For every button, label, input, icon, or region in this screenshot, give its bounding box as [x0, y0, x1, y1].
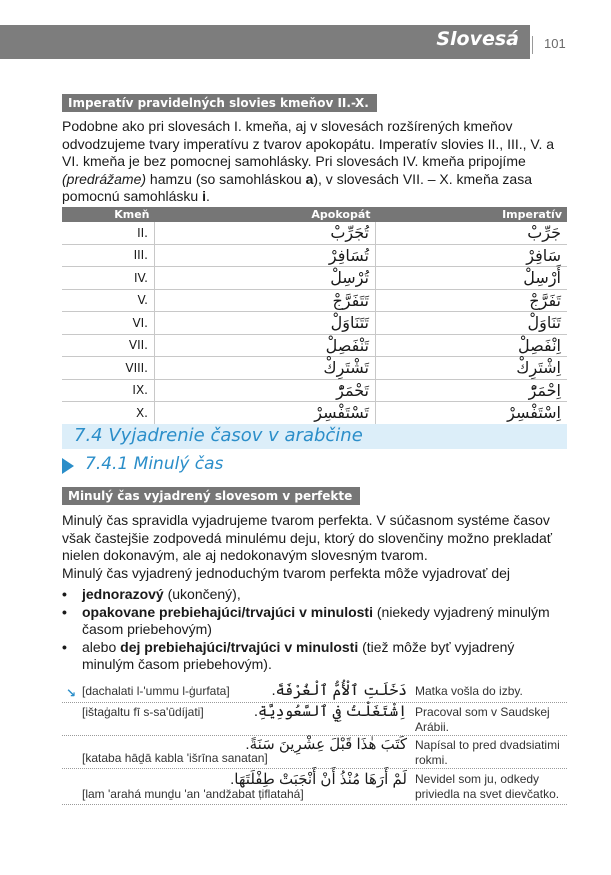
apocopate-cell: تُجَرِّبْ [155, 222, 376, 244]
stem-cell: VI. [62, 312, 155, 335]
list-item [62, 604, 567, 639]
table-row [62, 379, 567, 402]
apocopate-cell: تَشْتَرِكْ [155, 357, 376, 380]
stem-cell: X. [62, 402, 155, 425]
table-row [62, 244, 567, 267]
stem-cell: III. [62, 244, 155, 267]
table-row [62, 267, 567, 290]
paragraph-text: hamzu (so samohláskou [146, 170, 306, 187]
bullet-bold: opakovane prebiehajúci/trvajúci v minulosti [82, 603, 373, 620]
imperative-cell: اِسْتَفْسِرْ [376, 402, 568, 425]
column-header-stem: Kmeň [62, 207, 155, 222]
page-number: 101 [544, 36, 566, 51]
arabic-sentence: لَمْ أَرَهَا مُنْذُ أَنْ أَنْجَبَتْ طِفْلَتَهَا. [230, 771, 407, 788]
stem-cell: IX. [62, 379, 155, 402]
table-header-row [62, 207, 567, 222]
apocopate-cell: تُسَافِرْ [155, 244, 376, 267]
play-arrow-icon [62, 458, 74, 474]
transliteration: [ištaġaltu fī s-sa'ūdíjati] [82, 705, 204, 719]
example-row [62, 735, 567, 769]
table-row [62, 289, 567, 312]
bullet-text: (tiež môže byť vyjadrený minulým časom priebehovým). [82, 638, 515, 672]
bullet-text: (ukončený), [163, 586, 241, 602]
table-row [62, 334, 567, 357]
bullet-text: alebo [82, 638, 121, 655]
bullet-text: (niekedy vyjadrený minulým časom priebehovým) [82, 603, 550, 637]
imperative-cell: تَنَاوَلْ [376, 312, 568, 335]
stem-cell: VII. [62, 334, 155, 357]
example-row [62, 702, 567, 736]
imperative-cell: تَفَرَّجْ [376, 289, 568, 312]
paragraph-bold: i [202, 188, 206, 204]
paragraph-bold: a [305, 170, 314, 187]
paragraph-italic: (predrážame) [62, 170, 147, 187]
subsection-title: 7.4.1 Minulý čas [85, 454, 224, 474]
apocopate-cell: تَنْفَصِلْ [155, 334, 376, 357]
chapter-title: Slovesá [436, 28, 519, 50]
stem-cell: II. [62, 222, 155, 244]
table-row [62, 312, 567, 335]
imperative-cell: جَرِّبْ [376, 222, 568, 244]
arabic-sentence: اِشْتَغَلْتُ فِي ٱلسَّعُودِيَّةِ. [253, 703, 407, 720]
stem-cell: V. [62, 289, 155, 312]
slovak-translation: Napísal to pred dvadsiatimi rokmi. [415, 738, 560, 767]
arrow-down-right-icon: ↘ [66, 686, 77, 700]
apocopate-cell: تَتَنَاوَلْ [155, 312, 376, 335]
past-tense-intro: Minulý čas vyjadrený jednoduchým tvarom perfekta môže vyjadrovať dej [62, 565, 511, 581]
example-row [62, 680, 567, 703]
bullet-list [62, 586, 567, 674]
column-header-imperative: Imperatív [376, 207, 568, 222]
transliteration: [dachalati l-'ummu l-ġurfata] [82, 684, 230, 698]
imperative-cell: سَافِرْ [376, 244, 568, 267]
transliteration: [lam 'arahá munḏu 'an 'andžabat ṭiflatahá] [82, 787, 304, 801]
paragraph-text: . [205, 188, 210, 204]
arabic-sentence: دَخَلَتِ ٱلْأُمُّ ٱلْغُرْفَةَ. [271, 682, 407, 699]
imperative-cell: اِنْفَصِلْ [376, 334, 568, 357]
transliteration: [kataba hāḏā kabla 'išrīna sanatan] [82, 751, 268, 765]
apocopate-cell: تَحْمَرّْ [155, 379, 376, 402]
imperative-paragraph [62, 118, 572, 206]
column-header-apocopate: Apokopát [155, 207, 376, 222]
slovak-translation: Pracoval som v Saudskej Arábii. [415, 705, 550, 734]
slovak-translation: Nevidel som ju, odkedy priviedla na svet dievčatko. [415, 772, 560, 801]
bullet-bold: jednorazový [82, 586, 164, 602]
header-divider [532, 36, 533, 54]
imperative-cell: اِشْتَرِكْ [376, 357, 568, 380]
section-title: 7.4 Vyjadrenie časov v arabčine [74, 425, 363, 446]
example-row [62, 768, 567, 805]
stem-cell: IV. [62, 267, 155, 290]
list-item [62, 639, 567, 674]
stem-cell: VIII. [62, 357, 155, 380]
bullet-bold: dej prebiehajúci/trvajúci v minulosti [120, 638, 359, 655]
apocopate-cell: تَسْتَفْسِرْ [155, 402, 376, 425]
apocopate-cell: تَتَفَرَّجْ [155, 289, 376, 312]
imperative-table [62, 207, 567, 425]
arabic-sentence: كَتَبَ هٰذَا قَبْلَ عِشْرِينَ سَنَةً. [245, 736, 407, 753]
list-item [62, 586, 567, 604]
page-header [0, 0, 611, 64]
apocopate-cell: تُرْسِلْ [155, 267, 376, 290]
section-label-past-tense: Minulý čas vyjadrený slovesom v perfekte [62, 487, 360, 505]
section-label-imperative: Imperatív pravidelných slovies kmeňov II.-X. [62, 94, 377, 112]
table-row [62, 222, 567, 244]
imperative-cell: أَرْسِلْ [376, 267, 568, 290]
slovak-translation: Matka vošla do izby. [415, 684, 523, 698]
past-tense-paragraph: Minulý čas spravidla vyjadrujeme tvarom perfekta. V súčasnom systéme časov však častejšie zodpovedá minulému deju, ktorý do slovenčiny možno prekladať nielen dokonavým, ale aj nedokonavým slovesným tvarom. [62, 512, 553, 563]
table-row [62, 357, 567, 380]
section-heading-bar [62, 424, 567, 449]
table-row [62, 402, 567, 425]
imperative-cell: اِحْمَرّْ [376, 379, 568, 402]
paragraph-text: ), v slovesách VII. – X. kmeňa zasa pomocnú samohlásku [62, 170, 533, 204]
paragraph-text: Podobne ako pri slovesách I. kmeňa, aj v slovesách rozšírených kmeňov odvodzujeme tvary imperatívu z tvarov apokopátu. Imperatív slovies II., III., V. a VI. kmeňa je bez pomocnej samohlásky. Pri slovesách IV. kmeňa pripojíme [62, 118, 555, 169]
